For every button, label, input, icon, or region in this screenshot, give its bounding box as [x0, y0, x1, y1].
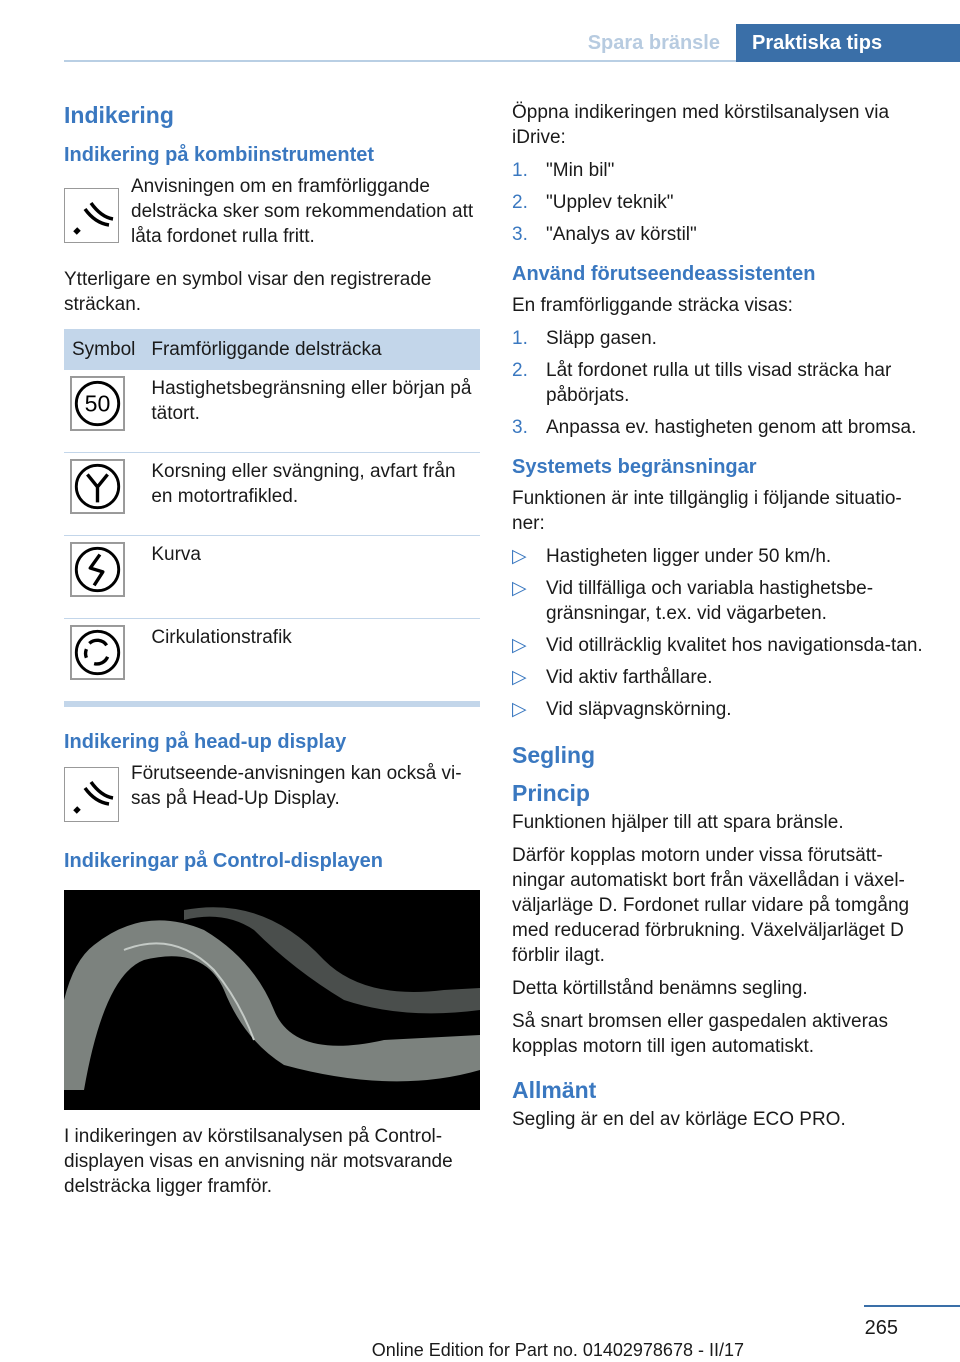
coasting-hint-icon: [64, 188, 119, 243]
table-row: [64, 370, 480, 453]
idrive-steps: [512, 158, 926, 247]
right-column: [512, 100, 926, 1140]
table-cell-text: Kurva: [143, 536, 480, 619]
table-cell-text: Cirkulationstrafik: [143, 619, 480, 705]
list-item: 2. Låt fordonet rulla ut tills visad sträcka har påbörjats.: [512, 360, 892, 406]
princip-text-2: Därför kopplas motorn under vissa förutsätt‐ningar automatiskt bort från växellådan i växel‐väljarläge D. Fordonet rullar vidare på tomgång med reducerad förbrukning. Växelväljarläget D förblir ilagt.: [512, 845, 910, 966]
header-chapter-tab: Praktiska tips: [736, 24, 960, 62]
princip-text-4: Så snart bromsen eller gaspedalen aktiveras kopplas motorn till igen automatiskt.: [512, 1011, 888, 1057]
control-display-text: I indikeringen av körstilsanalysen på Control‐displayen visas en anvisning när motsvarande delsträcka ligger framför.: [64, 1126, 453, 1197]
footer-rule: [864, 1305, 960, 1307]
heading-princip: Princip: [512, 780, 590, 806]
list-item: ▷ Vid tillfälliga och variabla hastighetsbe‐gränsningar, t.ex. vid vägarbeten.: [512, 578, 874, 624]
header-section-label: Spara bränsle: [587, 32, 720, 54]
list-item: 3. Anpassa ev. hastigheten genom att bromsa.: [512, 417, 917, 438]
svg-text:50: 50: [84, 390, 111, 417]
section-title-indikering: Indikering: [64, 102, 174, 128]
use-steps: [512, 326, 926, 440]
table-row: [64, 619, 480, 705]
princip-text-3: Detta körtillstånd benämns segling.: [512, 978, 808, 999]
table-row: [64, 536, 480, 619]
section-title-segling: Segling: [512, 742, 596, 768]
list-item: ▷ Vid aktiv farthållare.: [512, 667, 713, 688]
subheading-kombiinstrument: Indikering på kombiinstrumentet: [64, 144, 375, 166]
idrive-intro: Öppna indikeringen med körstilsanalysen via iDrive:: [512, 102, 890, 148]
control-display-image: [64, 890, 480, 1110]
coasting-hint-block: [64, 174, 480, 249]
allmant-text: Segling är en del av körläge ECO PRO.: [512, 1109, 846, 1130]
hud-hint-text: Förutseende-anvisningen kan också vi‐sas på Head-Up Display.: [131, 763, 462, 809]
curve-icon: [70, 542, 125, 597]
table-cell-text: Hastighetsbegränsning eller början på tätort.: [143, 370, 480, 453]
section-col-header: Framförliggande delsträcka: [143, 329, 480, 370]
symbol-table: [64, 329, 480, 707]
list-item: ▷ Vid släpvagnskörning.: [512, 699, 732, 720]
limitations-list: [512, 544, 926, 722]
heading-use-assistant: Använd förutseendeassistenten: [512, 263, 816, 285]
limitations-intro: Funktionen är inte tillgänglig i följande situatio‐ner:: [512, 488, 902, 534]
princip-text-1: Funktionen hjälper till att spara bränsle.: [512, 812, 844, 833]
list-item: 3. "Analys av körstil": [512, 224, 697, 245]
subheading-control-display: Indikeringar på Control-displayen: [64, 850, 383, 872]
list-item: 2. "Upplev teknik": [512, 192, 674, 213]
junction-icon: [70, 459, 125, 514]
hud-hint-block: [64, 761, 480, 822]
page-number: 265: [864, 1317, 898, 1339]
use-intro: En framförliggande sträcka visas:: [512, 295, 793, 316]
list-item: 1. Släpp gasen.: [512, 328, 657, 349]
edition-line: Online Edition for Part no. 01402978678 - II/17: [371, 1340, 744, 1360]
roundabout-icon: [70, 625, 125, 680]
list-item: ▷ Vid otillräcklig kvalitet hos navigationsda‐tan.: [512, 635, 923, 656]
coasting-hint-text: Anvisningen om en framförliggande delsträcka sker som rekommendation att låta fordonet rulla fritt.: [131, 176, 474, 247]
list-item: ▷ Hastigheten ligger under 50 km/h.: [512, 546, 832, 567]
heading-limitations: Systemets begränsningar: [512, 456, 757, 478]
list-item: 1. "Min bil": [512, 160, 615, 181]
heading-allmant: Allmänt: [512, 1077, 597, 1103]
symbol-col-header: Symbol: [64, 329, 143, 370]
extra-symbol-text: Ytterligare en symbol visar den registrerade sträckan.: [64, 269, 432, 315]
subheading-head-up: Indikering på head-up display: [64, 731, 347, 753]
left-column: [64, 100, 480, 1207]
speed-limit-50-icon: [70, 376, 125, 431]
table-row: [64, 453, 480, 536]
coasting-hint-icon: [64, 767, 119, 822]
table-cell-text: Korsning eller svängning, avfart från en motortrafikled.: [143, 453, 480, 536]
